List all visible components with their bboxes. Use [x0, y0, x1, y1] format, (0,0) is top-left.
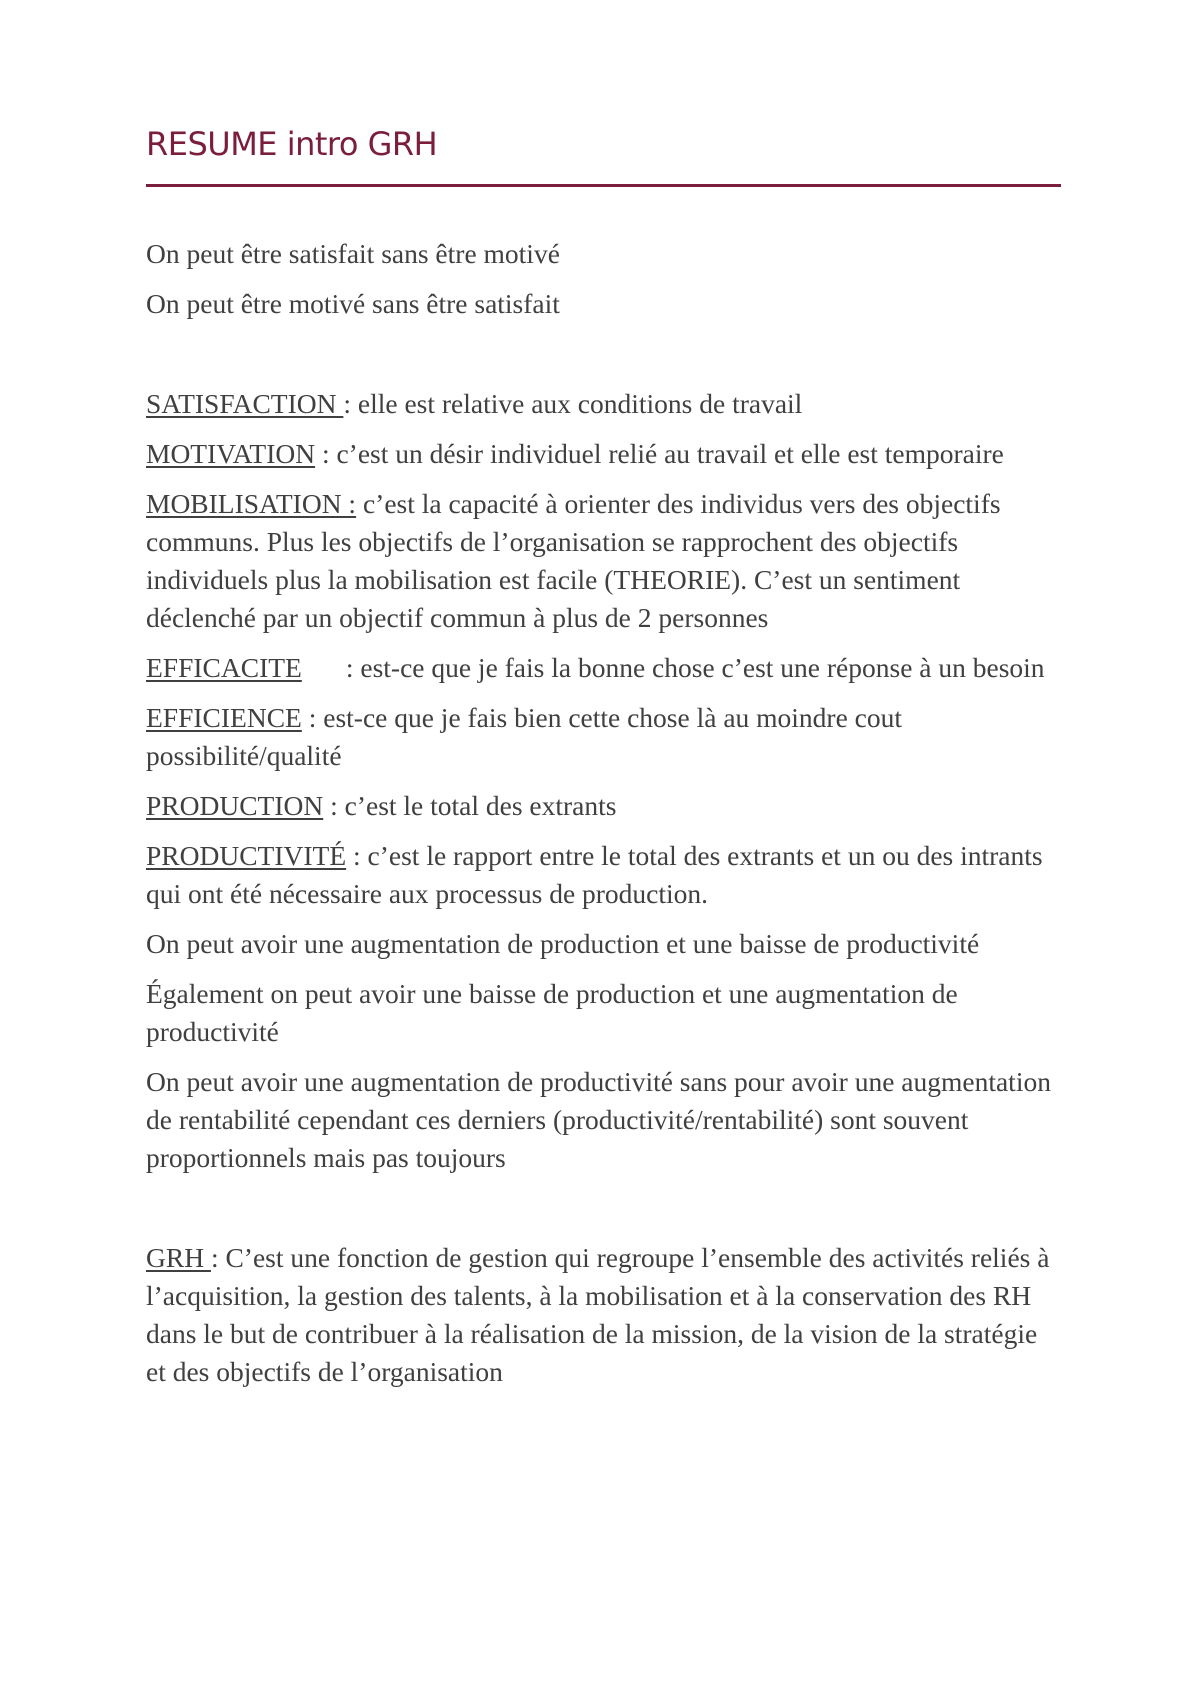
- definition-text: : c’est le total des extrants: [323, 790, 617, 821]
- document-body: [146, 120, 1061, 1403]
- definition-text: : est-ce que je fais bien cette chose là au moindre cout possibilité/qualité: [146, 702, 903, 771]
- definition-productivite: [146, 837, 1061, 913]
- term-efficience: EFFICIENCE: [146, 702, 302, 733]
- definition-mobilisation: [146, 485, 1061, 637]
- term-productivite: PRODUCTIVITÉ: [146, 840, 347, 871]
- term-mobilisation: MOBILISATION :: [146, 488, 357, 519]
- term-motivation: MOTIVATION: [146, 438, 316, 469]
- definition-grh: [146, 1239, 1061, 1391]
- note-paragraph: On peut avoir une augmentation de productivité sans pour avoir une augmentation de rentabilité cependant ces derniers (productivité/rentabilité) sont souvent proportionnels mais pas toujours: [146, 1066, 1051, 1173]
- definition-text: : C’est une fonction de gestion qui regroupe l’ensemble des activités reliés à l’acquisition, la gestion des talents, à la mobilisation et à la conservation des RH dans le but de contribuer à la réalisation de la mission, de la vision de la stratégie et des objectifs de l’organisation: [146, 1242, 1050, 1387]
- definition-text: : est-ce que je fais la bonne chose c’est une réponse à un besoin: [345, 652, 1045, 683]
- definition-text: : elle est relative aux conditions de travail: [343, 388, 803, 419]
- blank-line: [146, 335, 1061, 373]
- term-efficacite: EFFICACITE: [146, 652, 302, 683]
- definition-efficacite: [146, 649, 1061, 687]
- title-divider: [146, 184, 1061, 187]
- definition-text: : c’est un désir individuel relié au travail et elle est temporaire: [315, 438, 1004, 469]
- definition-efficience: [146, 699, 1061, 775]
- definition-motivation: [146, 435, 1061, 473]
- definition-text: c’est la capacité à orienter des individus vers des objectifs communs. Plus les objectifs de l’organisation se rapprochent des objectifs individuels plus la mobilisation est facile (THEORIE). C’est un sentiment déclenché par un objectif commun à plus de 2 personnes: [146, 488, 1001, 633]
- note-paragraph: On peut avoir une augmentation de production et une baisse de productivité: [146, 928, 980, 959]
- intro-line: On peut être satisfait sans être motivé: [146, 238, 560, 269]
- term-production: PRODUCTION: [146, 790, 324, 821]
- document-title: RESUME intro GRH: [146, 125, 438, 163]
- definition-satisfaction: [146, 385, 1061, 423]
- note-paragraph: Également on peut avoir une baisse de production et une augmentation de productivité: [146, 978, 958, 1047]
- term-grh: GRH: [146, 1242, 211, 1273]
- intro-line: On peut être motivé sans être satisfait: [146, 288, 560, 319]
- blank-line: [146, 1189, 1061, 1227]
- definition-text: : c’est le rapport entre le total des extrants et un ou des intrants qui ont été nécessaire aux processus de production.: [146, 840, 1043, 909]
- term-satisfaction: SATISFACTION: [146, 388, 344, 419]
- definition-production: [146, 787, 1061, 825]
